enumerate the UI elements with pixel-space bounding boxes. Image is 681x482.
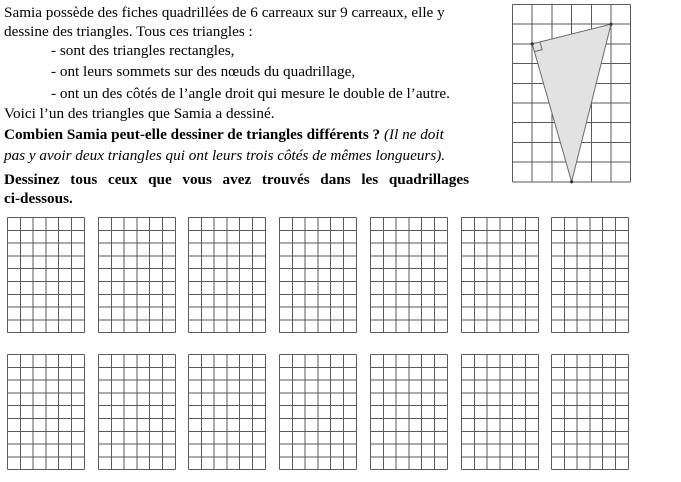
answer-grid[interactable] [461,354,540,471]
answer-grid[interactable] [461,217,540,334]
answer-grid-lines [8,218,85,333]
answer-grid-lines [189,355,266,470]
answer-grid[interactable] [98,354,177,471]
answer-grid[interactable] [7,217,86,334]
answer-grid-lines [280,355,357,470]
answer-grid-lines [461,355,538,470]
intro-line-1: Samia possède des fiches quadrillées de 6 carreaux sur 9 carreaux, elle y [4,4,445,21]
answer-grid[interactable] [279,217,358,334]
answer-grid[interactable] [279,354,358,471]
answer-grid[interactable] [98,217,177,334]
answer-grid-lines [552,355,629,470]
instruction-line-2: ci-dessous. [4,190,73,207]
instruction-line-1: Dessinez tous ceux que vous avez trouvés dans les quadrillages [4,171,469,188]
answer-grid[interactable] [551,217,630,334]
question-text: Combien Samia peut-elle dessiner de triangles différents ? [4,126,381,143]
answer-grid-lines [98,355,175,470]
answer-grid-lines [189,218,266,333]
answer-grid-lines [98,218,175,333]
answer-grid[interactable] [370,354,449,471]
example-triangle-figure [512,4,632,182]
answer-grid[interactable] [188,217,267,334]
question-note-line-2: pas y avoir deux triangles qui ont leurs trois côtés de mêmes longueurs). [4,147,446,164]
answer-grid[interactable] [7,354,86,471]
triangle-vertex [570,180,573,183]
intro-line-2: dessine des triangles. Tous ces triangles : [4,23,253,40]
answer-grid[interactable] [188,354,267,471]
triangle-vertex [609,23,612,26]
answer-grid-lines [370,218,447,333]
bullet-right-triangles: - sont des triangles rectangles, [51,42,235,59]
answer-grid-lines [461,218,538,333]
question-line-1 [4,125,444,144]
answer-grid-lines [280,218,357,333]
answer-grid-lines [8,355,85,470]
answer-grid[interactable] [551,354,630,471]
answer-grid-lines [370,355,447,470]
bullet-double-side: - ont un des côtés de l’angle droit qui mesure le double de l’autre. [51,85,450,102]
answer-grid-lines [552,218,629,333]
answer-grid[interactable] [370,217,449,334]
triangle-vertex [531,42,534,45]
question-note-start: (Il ne doit [383,126,444,143]
example-sentence: Voici l’un des triangles que Samia a dessiné. [4,105,275,122]
bullet-vertices-on-nodes: - ont leurs sommets sur des nœuds du quadrillage, [51,63,356,80]
